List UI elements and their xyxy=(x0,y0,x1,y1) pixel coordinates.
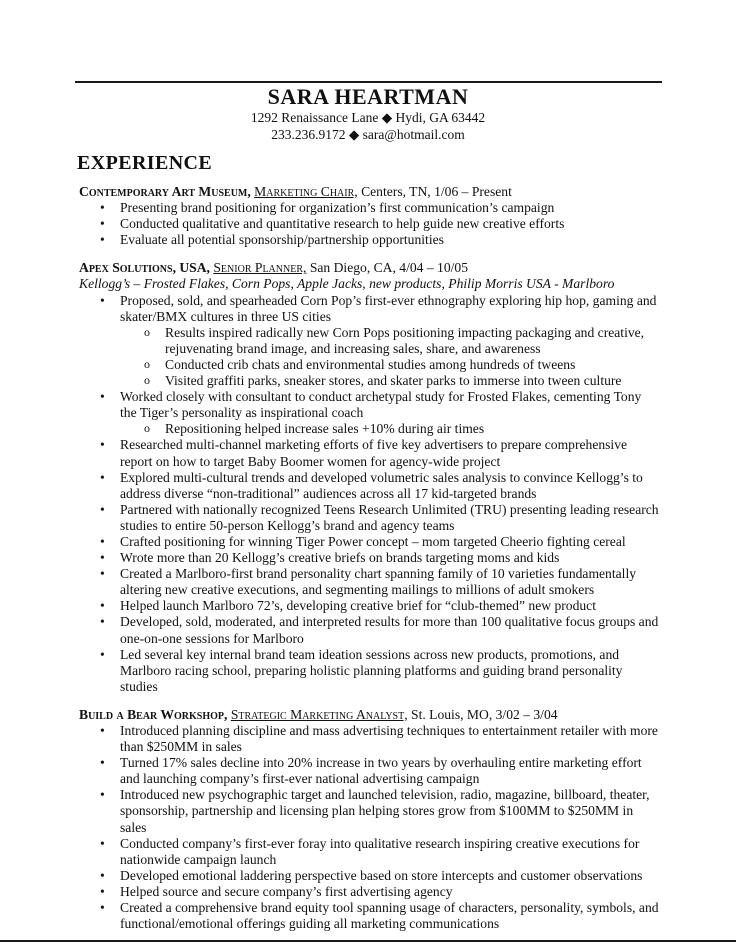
bullet-item: • Crafted positioning for winning Tiger Power concept – mom targeted Cheerio fighting cereal xyxy=(79,534,661,550)
job-heading xyxy=(79,707,661,723)
job-role: Marketing Chair, xyxy=(254,184,358,199)
bullet-item: • Explored multi-cultural trends and developed volumetric sales analysis to convince Kellogg’s to address diverse “non-traditional” audiences across all 17 kid-targeted brands xyxy=(79,470,661,502)
bullet-item: • Created a Marlboro-first brand personality chart spanning family of 10 varieties fundamentally altering new creative executions, and segmenting mailings to millions of adult smokers xyxy=(79,566,661,598)
section-title: EXPERIENCE xyxy=(77,152,213,174)
address-line: 1292 Renaissance Lane ◆ Hydi, GA 63442 xyxy=(250,110,486,125)
bullet-item: • Proposed, sold, and spearheaded Corn Pop’s first-ever ethnography exploring hip hop, gaming and skater/BMX cultures in three US cities xyxy=(79,293,661,325)
sub-bullet-item: o Results inspired radically new Corn Pops positioning impacting packaging and creative, rejuvenating brand image, and increasing sales, share, and awareness xyxy=(79,325,661,357)
resume-header xyxy=(0,84,736,143)
contact-line: 233.236.9172 ◆ sara@hotmail.com xyxy=(271,126,465,142)
job-entry xyxy=(79,184,661,248)
bullet-item: • Evaluate all potential sponsorship/partnership opportunities xyxy=(79,232,661,248)
bullet-item: • Wrote more than 20 Kellogg’s creative briefs on brands targeting moms and kids xyxy=(79,550,661,566)
bullet-item: • Conducted qualitative and quantitative research to help guide new creative efforts xyxy=(79,216,661,232)
sub-bullet-item: o Visited graffiti parks, sneaker stores, and skater parks to immerse into tween culture xyxy=(79,373,661,389)
experience-section xyxy=(79,184,661,944)
company-name: Contemporary Art Museum, xyxy=(79,184,251,199)
company-name: Build a Bear Workshop, xyxy=(79,706,228,722)
job-location-dates: San Diego, CA, 4/04 – 10/05 xyxy=(309,260,469,276)
bullet-item: • Introduced planning discipline and mass advertising techniques to entertainment retailer with more than $250MM in sales xyxy=(79,723,661,755)
bullet-item: • Conducted company’s first-ever foray into qualitative research inspiring creative executions for nationwide campaign launch xyxy=(79,836,661,868)
bullet-list xyxy=(79,293,661,695)
job-location-dates: St. Louis, MO, 3/02 – 3/04 xyxy=(411,706,558,722)
bullet-item: • Researched multi-channel marketing efforts of five key advertisers to prepare comprehensive report on how to target Baby Boomer women for agency-wide project xyxy=(79,437,661,469)
job-role: Senior Planner, xyxy=(213,260,307,276)
sub-bullet-item: o Repositioning helped increase sales +10% during air times xyxy=(79,421,661,437)
job-entry xyxy=(79,260,661,695)
bullet-item: • Introduced new psychographic target and launched television, radio, magazine, billboard, theater, sponsorship, partnership and licensing plan helping stores grow from $100MM to $250MM in sales xyxy=(79,787,661,835)
job-role: Strategic Marketing Analyst, xyxy=(230,706,408,722)
bullet-item: • Helped launch Marlboro 72’s, developing creative brief for “club-themed” new product xyxy=(79,598,661,614)
bullet-list xyxy=(79,723,661,932)
job-location-dates: Centers, TN, 1/06 – Present xyxy=(361,184,512,199)
bullet-item: • Worked closely with consultant to conduct archetypal study for Frosted Flakes, cementing Tony the Tiger’s personality as inspirational coach xyxy=(79,389,661,421)
bullet-item: • Helped source and secure company’s first advertising agency xyxy=(79,884,661,900)
bullet-item: • Led several key internal brand team ideation sessions across new products, promotions, and Marlboro racing school, preparing holistic planning platforms and guiding brand personality studies xyxy=(79,647,661,695)
bullet-item: • Developed, sold, moderated, and interpreted results for more than 100 qualitative focus groups and one-on-one sessions for Marlboro xyxy=(79,614,661,646)
bullet-item: • Created a comprehensive brand equity tool spanning usage of characters, personality, symbols, and functional/emotional offerings guiding all marketing communications xyxy=(79,900,661,932)
job-heading xyxy=(79,260,661,276)
bullet-item: • Developed emotional laddering perspective based on store intercepts and customer observations xyxy=(79,868,661,884)
bullet-item: • Partnered with nationally recognized Teens Research Unlimited (TRU) presenting leading research studies to entire 50-person Kellogg’s brand and agency teams xyxy=(79,502,661,534)
bullet-list xyxy=(79,200,661,248)
sub-bullet-item: o Conducted crib chats and environmental studies among hundreds of tweens xyxy=(79,357,661,373)
top-rule xyxy=(75,81,662,83)
job-entry xyxy=(79,707,661,932)
bottom-rule xyxy=(0,940,736,942)
bullet-item: • Presenting brand positioning for organization’s first communication’s campaign xyxy=(79,200,661,216)
job-clients: Kellogg’s – Frosted Flakes, Corn Pops, Apple Jacks, new products, Philip Morris USA - Marlboro xyxy=(79,276,615,292)
company-name: Apex Solutions, USA, xyxy=(79,260,210,276)
job-heading xyxy=(79,184,661,200)
bullet-item: • Turned 17% sales decline into 20% increase in two years by overhauling entire marketing effort and launching company’s first-ever national advertising campaign xyxy=(79,755,661,787)
candidate-name: SARA HEARTMAN xyxy=(267,84,469,109)
